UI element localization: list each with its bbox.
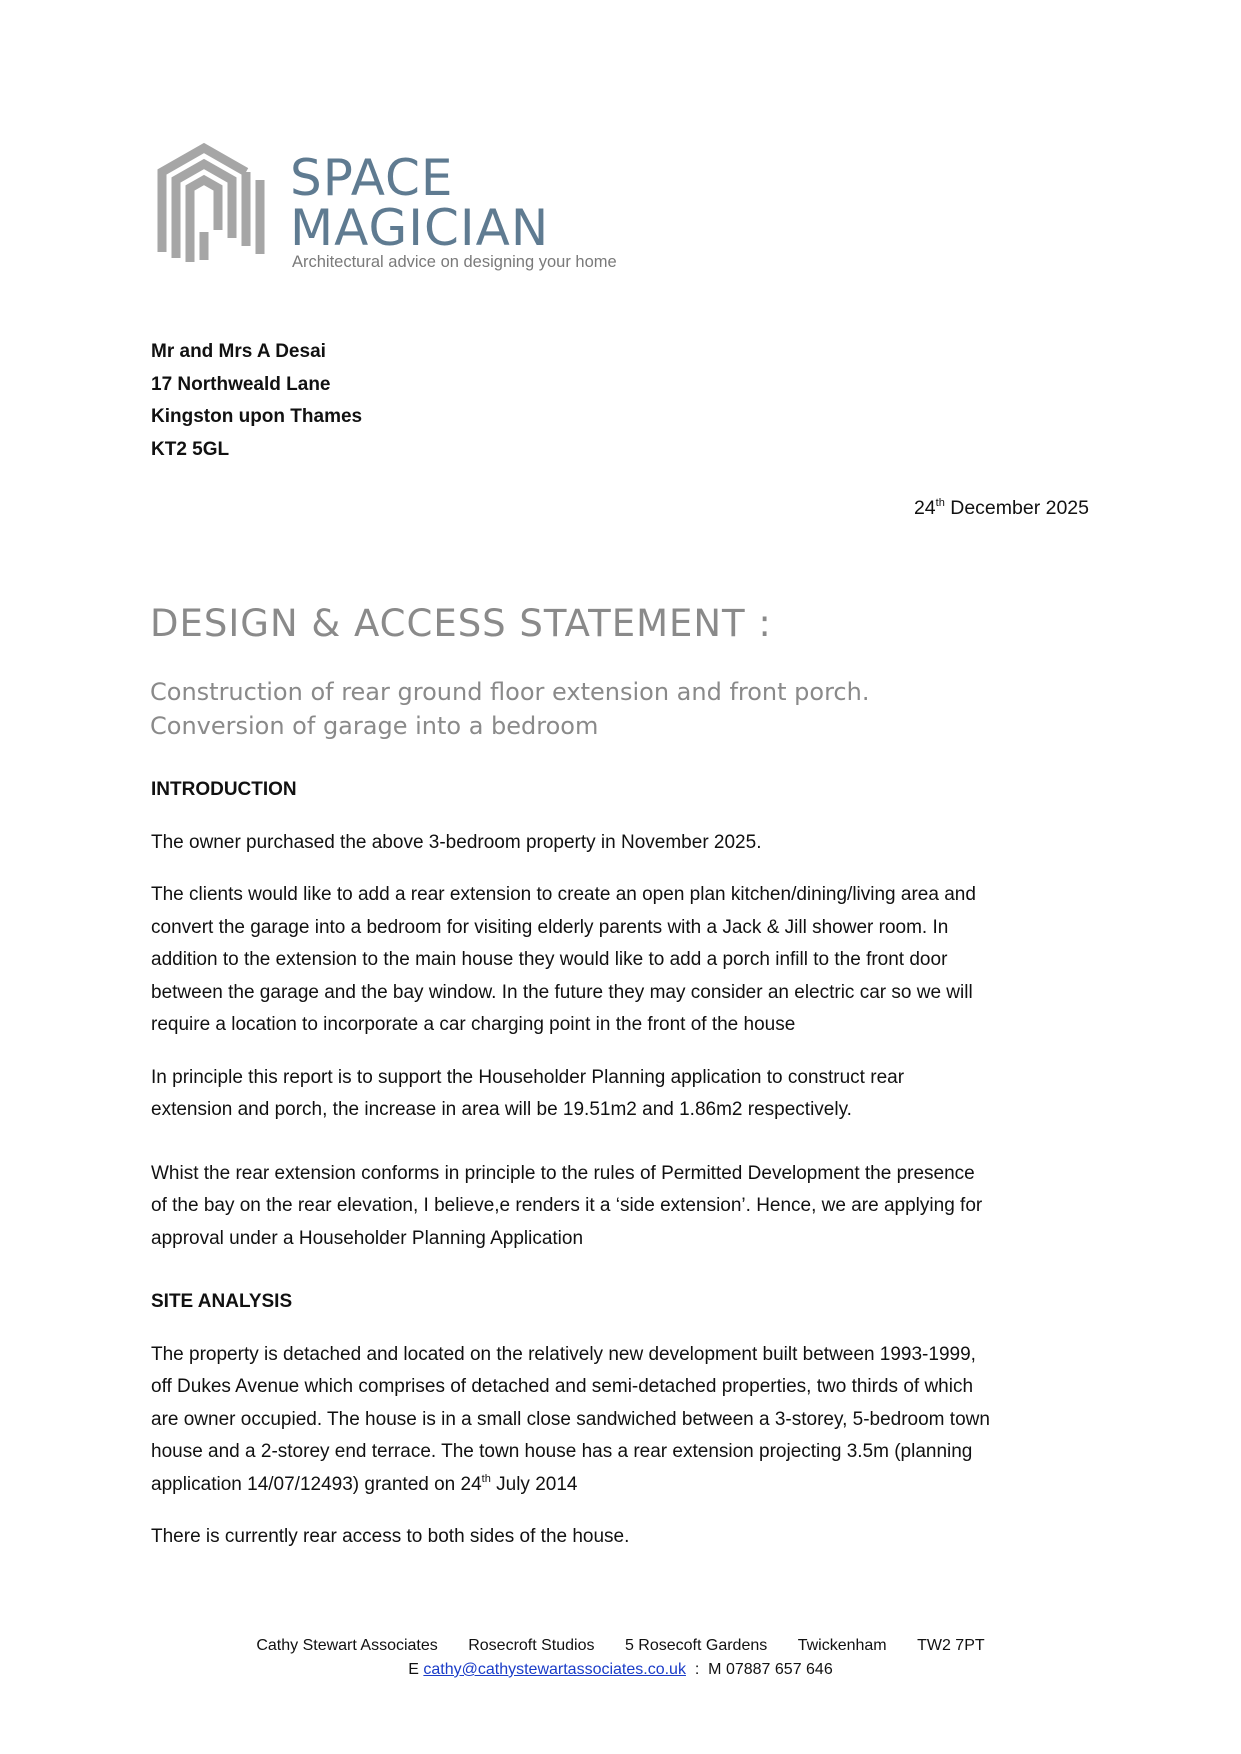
footer-contact-row	[0, 1658, 1241, 1682]
document-subtitle	[150, 675, 869, 743]
recipient-address	[151, 336, 362, 466]
footer-street: 5 Rosecoft Gardens	[624, 1637, 768, 1654]
address-line: Mr and Mrs A Desai	[151, 341, 326, 362]
section-heading-site-analysis: SITE ANALYSIS	[151, 1291, 293, 1312]
text-line: are owner occupied. The house is in a small close sandwiched between a 3-storey, 5-bedroom town	[151, 1408, 990, 1430]
date-day: 24	[913, 497, 936, 519]
paragraph	[151, 879, 1091, 1042]
letter-date	[914, 497, 1089, 520]
footer-email-prefix: E	[408, 1661, 424, 1678]
text-line	[151, 1469, 1091, 1502]
address-line: Kingston upon Thames	[151, 406, 363, 427]
text-fragment: July 2014	[490, 1473, 578, 1495]
space-magician-logo-icon	[156, 134, 272, 262]
text-line: The owner purchased the above 3-bedroom property in November 2025.	[151, 831, 762, 853]
text-line: of the bay on the rear elevation, I believe,e renders it a ‘side extension’. Hence, we are applying for	[151, 1195, 983, 1216]
paragraph	[151, 1521, 1091, 1554]
text-line: between the garage and the bay window. In the future they may consider an electric car so we will	[151, 981, 973, 1003]
footer-mobile: 07887 657 646	[725, 1661, 833, 1678]
text-line: approval under a Householder Planning Application	[151, 1227, 584, 1249]
section-heading-introduction: INTRODUCTION	[151, 779, 297, 800]
subtitle-line: Conversion of garage into a bedroom	[150, 712, 599, 740]
text-line: The property is detached and located on the relatively new development built between 1993-1999,	[151, 1343, 976, 1365]
text-fragment: application 14/07/12493) granted on 24	[151, 1473, 482, 1495]
document-title: DESIGN & ACCESS STATEMENT :	[150, 602, 772, 645]
logo-word-magician: MAGICIAN	[290, 199, 550, 257]
footer-studio: Rosecroft Studios	[468, 1637, 595, 1654]
letter-footer	[0, 1634, 1241, 1682]
paragraph	[151, 1158, 1091, 1256]
footer-address-row	[0, 1634, 1241, 1658]
text-line: Whist the rear extension conforms in principle to the rules of Permitted Development the presence	[151, 1162, 975, 1184]
logo-word-space: SPACE	[290, 149, 454, 207]
text-line: There is currently rear access to both sides of the house.	[151, 1526, 630, 1547]
subtitle-line: Construction of rear ground floor extension and front porch.	[150, 678, 870, 706]
text-line: In principle this report is to support the Householder Planning application to construct rear	[151, 1066, 905, 1088]
letter-body	[151, 774, 1091, 1554]
paragraph	[151, 827, 1091, 860]
footer-email-link[interactable]: cathy@cathystewartassociates.co.uk	[423, 1661, 686, 1678]
text-line: addition to the extension to the main house they would like to add a porch infill to the front door	[151, 949, 948, 970]
paragraph	[151, 1062, 1091, 1127]
logo-tagline: Architectural advice on designing your home	[292, 253, 617, 271]
footer-postcode: TW2 7PT	[917, 1637, 985, 1654]
footer-town: Twickenham	[797, 1637, 887, 1654]
text-line: require a location to incorporate a car charging point in the front of the house	[151, 1014, 796, 1035]
text-line: The clients would like to add a rear extension to create an open plan kitchen/dining/living area and	[151, 884, 976, 905]
paragraph	[151, 1339, 1091, 1502]
address-line: 17 Northweald Lane	[151, 373, 331, 395]
text-line: convert the garage into a bedroom for visiting elderly parents with a Jack & Jill shower room. In	[151, 916, 949, 938]
date-month-year: December 2025	[944, 497, 1089, 519]
footer-separator: : M	[685, 1661, 726, 1678]
address-line: KT2 5GL	[151, 438, 230, 460]
date-suffix: th	[935, 497, 945, 509]
ordinal-suffix: th	[481, 1472, 491, 1485]
footer-company: Cathy Stewart Associates	[256, 1637, 438, 1654]
text-line: extension and porch, the increase in area will be 19.51m2 and 1.86m2 respectively.	[151, 1099, 852, 1120]
text-line: off Dukes Avenue which comprises of detached and semi-detached properties, two thirds of which	[151, 1376, 974, 1397]
text-line: house and a 2-storey end terrace. The town house has a rear extension projecting 3.5m (planning	[151, 1441, 973, 1462]
